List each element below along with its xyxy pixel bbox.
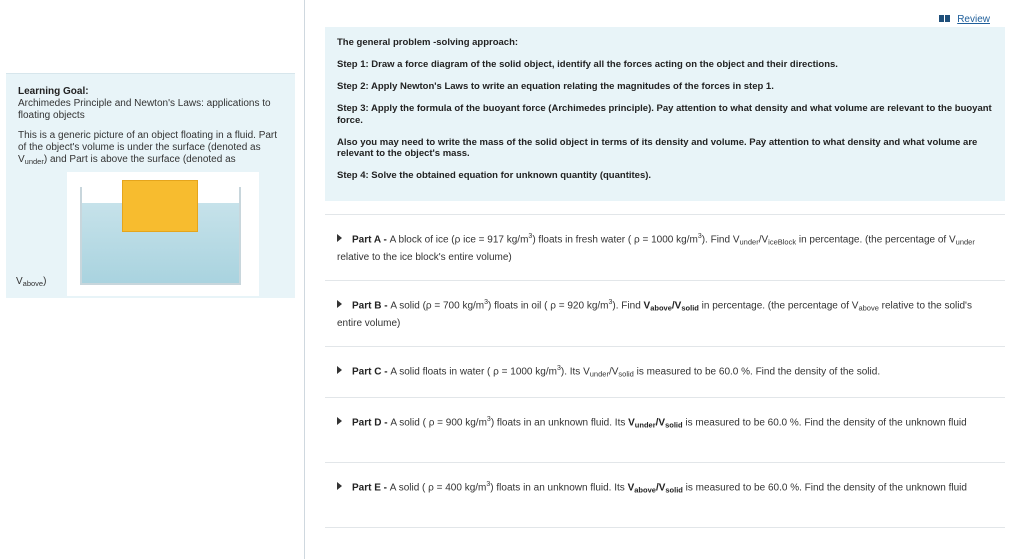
- part-a[interactable]: Part A - A block of ice (ρ ice = 917 $kg/m^3$) floats in fresh water ( ρ = 1000 $kg/m^3$). Find $V_{under}/V_{iceBlock}$ in percentage. (the percentage of $V_{under}$ relative to the ice block's entire volume): [325, 214, 1005, 266]
- part-b[interactable]: Part B - A solid (ρ = 700 $kg/m^3$) floats in oil ( ρ = 920 $kg/m^3$). Find $V_{above}/V_{solid}$ in percentage. (the percentage of $V_{above}$ relative to the solid's entire volume): [325, 280, 1005, 332]
- learning-goal-subtitle: Archimedes Principle and Newton's Laws: applications to floating objects: [18, 98, 271, 121]
- learning-goal-description: This is a generic picture of an object floating in a fluid. Part of the object's volume is under the surface (denoted as $V_{under}$) and Part is above the surface (denoted as: [18, 130, 278, 166]
- v-above-label: $V_{above}$): [16, 276, 47, 288]
- approach-also: Also you may need to write the mass of the solid object in terms of its density and volume. Pay attention to what density and what volume are relevant to the object's mass.: [337, 136, 978, 159]
- approach-step-2: Step 2: Apply Newton's Laws to write an equation relating the magnitudes of the forces in step 1.: [337, 81, 774, 92]
- parts-bottom-divider: [325, 527, 1005, 528]
- learning-goal-title: Learning Goal:: [18, 86, 89, 97]
- expand-arrow-icon[interactable]: [337, 300, 342, 308]
- expand-arrow-icon[interactable]: [337, 417, 342, 425]
- approach-step-4: Step 4: Solve the obtained equation for unknown quantity (quantites).: [337, 170, 652, 181]
- part-d[interactable]: Part D - A solid ( ρ = 900 $kg/m^3$) floats in an unknown fluid. Its $V_{under}/V_{solid}$ is measured to be 60.0 %. Find the density of the unknown fluid: [325, 397, 1005, 433]
- expand-arrow-icon[interactable]: [337, 482, 342, 490]
- approach-heading: The general problem -solving approach:: [337, 37, 519, 48]
- problem-solving-approach: [325, 27, 1005, 201]
- expand-arrow-icon[interactable]: [337, 366, 342, 374]
- floating-object-figure: [67, 172, 259, 296]
- part-c[interactable]: Part C - A solid floats in water ( ρ = 1000 $kg/m^3$). Its $V_{under}/V_{solid}$ is measured to be 60.0 %. Find the density of the solid.: [325, 346, 1005, 382]
- approach-step-1: Step 1: Draw a force diagram of the solid object, identify all the forces acting on the object and their directions.: [337, 59, 838, 70]
- part-e[interactable]: Part E - A solid ( ρ = 400 $kg/m^3$) floats in an unknown fluid. Its $V_{above}/V_{solid}$ is measured to be 60.0 %. Find the density of the unknown fluid: [325, 462, 1005, 498]
- approach-step-3: Step 3: Apply the formula of the buoyant force (Archimedes principle). Pay attention to what density and what volume are relevant to the buoyant force.: [337, 103, 992, 126]
- review-label: Review: [957, 14, 990, 25]
- column-divider: [304, 0, 305, 559]
- expand-arrow-icon[interactable]: [337, 234, 342, 242]
- review-link[interactable]: [939, 14, 990, 25]
- review-icon: [939, 15, 953, 22]
- floating-block: [122, 180, 198, 232]
